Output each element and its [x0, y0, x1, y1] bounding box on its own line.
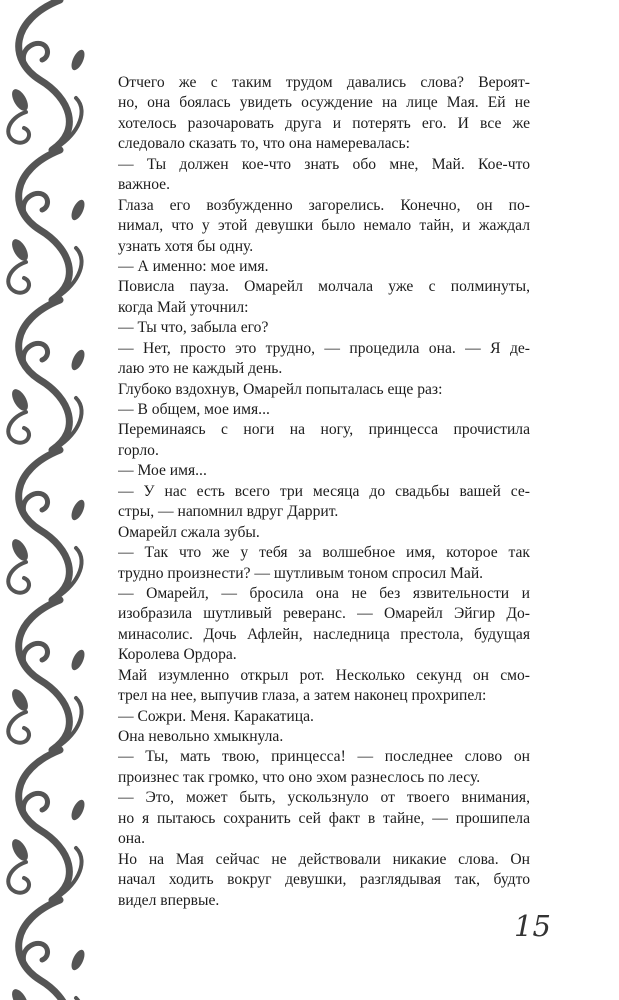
text-line: но, она боялась увидеть осуждение на лице Мая. Ей не [118, 94, 530, 112]
text-line: — Нет, просто это трудно, — процедила она. — Я де- [118, 339, 530, 357]
text-line: Отчего же с таким трудом давались слова? Вероят- [118, 74, 530, 91]
text-line: нимал, что у этой девушки было немало тайн, и жаждал [118, 217, 530, 235]
text-line: минасолис. Дочь Афлейн, наследница престола, будущая [118, 625, 530, 643]
text-line: Повисла пауза. Омарейл молчала уже с полминуты, [118, 278, 530, 296]
text-line: — В общем, мое имя... [118, 401, 270, 418]
text-line: — Ты, мать твою, принцесса! — последнее слово он [118, 748, 530, 766]
text-line: когда Май уточнил: [118, 298, 249, 316]
text-line: стры, — напомнил вдруг Даррит. [118, 503, 339, 521]
text-line: — Мое имя... [118, 462, 207, 480]
text-line: — Сожри. Меня. Каракатица. [118, 707, 314, 725]
text-line: она. [118, 830, 145, 848]
text-line: — Так что же у тебя за волшебное имя, которое так [118, 544, 530, 562]
text-line: видел впервые. [118, 891, 220, 909]
text-line: следовало сказать то, что она намеревалась: [118, 135, 410, 153]
text-line: Она невольно хмыкнула. [118, 728, 284, 745]
text-line: Май изумленно открыл рот. Несколько секунд он смо- [118, 666, 530, 684]
text-line: Переминаясь с ноги на ногу, принцесса прочистила [118, 421, 530, 439]
page-number: 15 [514, 909, 551, 943]
text-line: трел на нее, выпучив глаза, а затем наконец прохрипел: [118, 687, 487, 705]
text-line: — У нас есть всего три месяца до свадьбы вашей се- [118, 482, 530, 500]
text-line: — Ты должен кое-что знать обо мне, Май. Кое-что [118, 155, 530, 173]
text-line: произнес так громко, что оно эхом разнеслось по лесу. [118, 768, 481, 786]
text-line: — Омарейл, — бросила она не без язвительности и [118, 584, 530, 602]
text-line: — Ты что, забыла его? [118, 319, 269, 337]
decorative-swirl-border [0, 0, 112, 1000]
text-line: — Это, может быть, ускользнуло от твоего внимания, [118, 789, 530, 807]
text-line: начал ходить вокруг девушки, разглядывая так, будто [118, 871, 530, 889]
text-line: Глаза его возбужденно загорелись. Конечно, он по- [118, 196, 530, 214]
text-line: узнать хотя бы одну. [118, 237, 254, 255]
text-line: Глубоко вздохнув, Омарейл попыталась еще раз: [118, 380, 443, 398]
text-line: горло. [118, 441, 159, 459]
text-line: Омарейл сжала зубы. [118, 523, 260, 541]
text-line: трудно произнести? — шутливым тоном спросил Май. [118, 564, 484, 582]
text-line: Королева Ордора. [118, 646, 237, 664]
text-line: Но на Мая сейчас не действовали никакие слова. Он [118, 850, 530, 868]
text-line: — А именно: мое имя. [118, 257, 269, 275]
text-line: хотелось разочаровать друга и потерять его. И все же [118, 114, 530, 132]
text-line: лаю это не каждый день. [118, 360, 283, 378]
text-line: изобразила шутливый реверанс. — Омарейл Эйгир До- [118, 605, 530, 623]
text-line: важное. [118, 176, 171, 194]
page-body-text [118, 73, 530, 911]
text-line: но я пытаюсь сохранить сей факт в тайне, — прошипела [118, 809, 530, 827]
